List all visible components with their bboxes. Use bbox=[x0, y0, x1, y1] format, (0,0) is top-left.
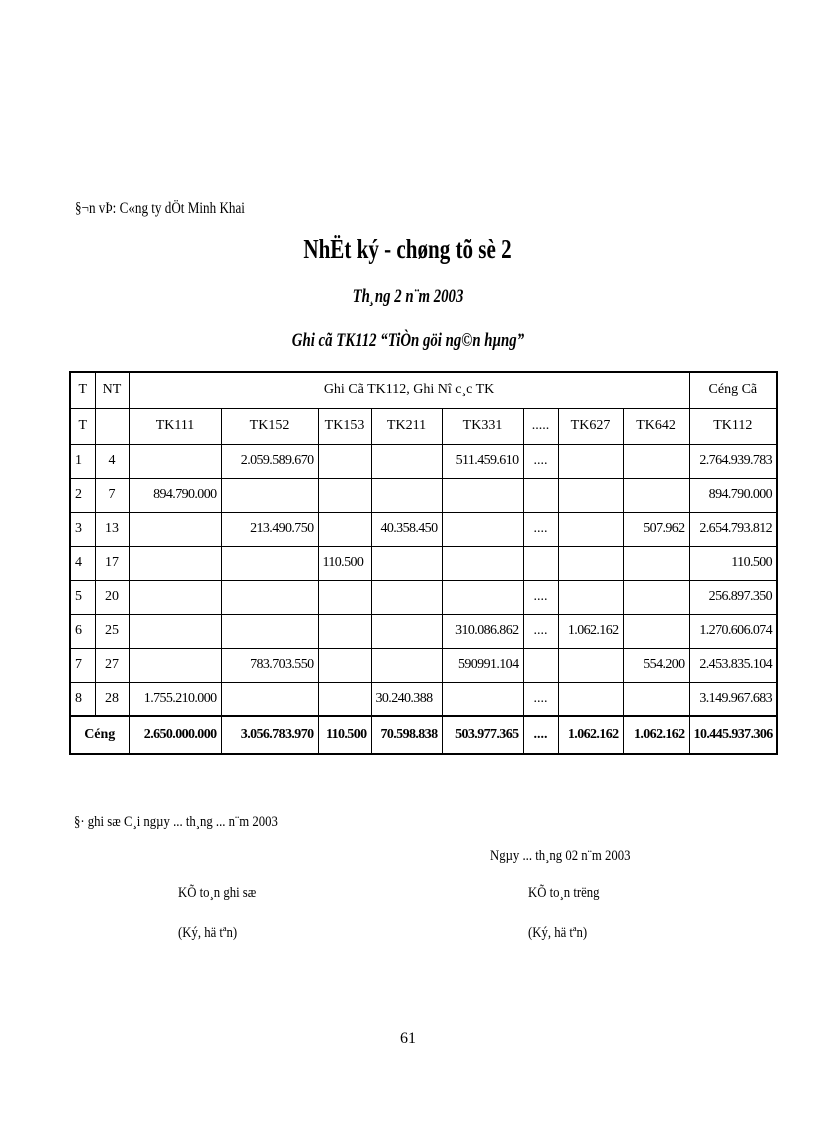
total-dots: .... bbox=[523, 716, 558, 754]
cell-tk152: 213.490.750 bbox=[221, 512, 318, 546]
cell-tk152 bbox=[221, 546, 318, 580]
cell-tk111 bbox=[129, 614, 221, 648]
cell-tk627 bbox=[558, 580, 623, 614]
cell-tt: 8 bbox=[70, 682, 95, 716]
header-nt-empty bbox=[95, 408, 129, 444]
document-title bbox=[0, 234, 816, 265]
cell-tt: 2 bbox=[70, 478, 95, 512]
cell-tk211 bbox=[371, 648, 442, 682]
cell-tk211: 30.240.388 bbox=[371, 682, 442, 716]
cell-nt: 25 bbox=[95, 614, 129, 648]
header-col-tk152: TK152 bbox=[221, 408, 318, 444]
cell-tk642 bbox=[623, 478, 689, 512]
account-subtitle-text: Ghi cã TK112 “TiÒn göi ng©n hµng” bbox=[291, 330, 525, 351]
account-subtitle bbox=[0, 330, 816, 352]
totals-row bbox=[70, 716, 777, 754]
header-col-tk111: TK111 bbox=[129, 408, 221, 444]
cell-total: 256.897.350 bbox=[689, 580, 777, 614]
total-tk211: 70.598.838 bbox=[371, 716, 442, 754]
total-tk627: 1.062.162 bbox=[558, 716, 623, 754]
cell-tk111: 1.755.210.000 bbox=[129, 682, 221, 716]
header-total-top: Céng Cã bbox=[689, 372, 777, 408]
cell-tk152: 2.059.589.670 bbox=[221, 444, 318, 478]
cell-tk153 bbox=[318, 614, 371, 648]
journal-table bbox=[69, 371, 778, 755]
header-nt: NT bbox=[95, 372, 129, 408]
cell-tk211 bbox=[371, 444, 442, 478]
header-total-bottom: TK112 bbox=[689, 408, 777, 444]
cell-nt: 17 bbox=[95, 546, 129, 580]
cell-tk152 bbox=[221, 614, 318, 648]
cell-dots bbox=[523, 478, 558, 512]
ledger-note: §· ghi sæ C¸i ngµy ... th¸ng ... n¨m 2003 bbox=[74, 814, 278, 830]
cell-tk152: 783.703.550 bbox=[221, 648, 318, 682]
cell-tk153 bbox=[318, 648, 371, 682]
cell-tk627 bbox=[558, 648, 623, 682]
cell-dots: .... bbox=[523, 444, 558, 478]
table-row bbox=[70, 580, 777, 614]
cell-tt: 5 bbox=[70, 580, 95, 614]
cell-tk211 bbox=[371, 614, 442, 648]
cell-nt: 7 bbox=[95, 478, 129, 512]
right-signature-hint: (Ký, hä tªn) bbox=[528, 925, 588, 941]
cell-dots bbox=[523, 546, 558, 580]
unit-name: §¬n vÞ: C«ng ty dÖt Minh Khai bbox=[75, 200, 245, 217]
table-row bbox=[70, 614, 777, 648]
cell-nt: 28 bbox=[95, 682, 129, 716]
cell-tk331: 310.086.862 bbox=[442, 614, 523, 648]
cell-tk211 bbox=[371, 546, 442, 580]
cell-tk642 bbox=[623, 614, 689, 648]
cell-total: 2.764.939.783 bbox=[689, 444, 777, 478]
cell-total: 894.790.000 bbox=[689, 478, 777, 512]
cell-dots bbox=[523, 648, 558, 682]
cell-tk111 bbox=[129, 648, 221, 682]
cell-tk331 bbox=[442, 512, 523, 546]
cell-tk152 bbox=[221, 478, 318, 512]
header-col-tk211: TK211 bbox=[371, 408, 442, 444]
table-header-row-1 bbox=[70, 372, 777, 408]
cell-tk211 bbox=[371, 580, 442, 614]
table-row bbox=[70, 546, 777, 580]
header-col-tk627: TK627 bbox=[558, 408, 623, 444]
cell-tk642 bbox=[623, 546, 689, 580]
cell-dots: .... bbox=[523, 614, 558, 648]
header-group-label: Ghi Cã TK112, Ghi Nî c¸c TK bbox=[129, 372, 689, 408]
total-tk642: 1.062.162 bbox=[623, 716, 689, 754]
cell-total: 1.270.606.074 bbox=[689, 614, 777, 648]
cell-tk627: 1.062.162 bbox=[558, 614, 623, 648]
cell-nt: 13 bbox=[95, 512, 129, 546]
table-row bbox=[70, 444, 777, 478]
cell-total: 110.500 bbox=[689, 546, 777, 580]
table-row bbox=[70, 682, 777, 716]
cell-tk642 bbox=[623, 444, 689, 478]
cell-tk331: 590991.104 bbox=[442, 648, 523, 682]
cell-total: 2.654.793.812 bbox=[689, 512, 777, 546]
cell-nt: 27 bbox=[95, 648, 129, 682]
total-tk331: 503.977.365 bbox=[442, 716, 523, 754]
cell-tk111: 894.790.000 bbox=[129, 478, 221, 512]
cell-total: 2.453.835.104 bbox=[689, 648, 777, 682]
table-header-row-2 bbox=[70, 408, 777, 444]
cell-tk152 bbox=[221, 580, 318, 614]
total-tk111: 2.650.000.000 bbox=[129, 716, 221, 754]
cell-tk331 bbox=[442, 580, 523, 614]
cell-tk111 bbox=[129, 444, 221, 478]
cell-tk627 bbox=[558, 478, 623, 512]
cell-tk331 bbox=[442, 546, 523, 580]
cell-tk153 bbox=[318, 512, 371, 546]
cell-tk111 bbox=[129, 546, 221, 580]
total-tk152: 3.056.783.970 bbox=[221, 716, 318, 754]
total-grand: 10.445.937.306 bbox=[689, 716, 777, 754]
table-row bbox=[70, 512, 777, 546]
cell-tk642 bbox=[623, 580, 689, 614]
header-tt-top: T bbox=[70, 372, 95, 408]
cell-tt: 3 bbox=[70, 512, 95, 546]
right-signature-title: KÕ to¸n trëng bbox=[528, 885, 600, 901]
header-col-dots: ..... bbox=[523, 408, 558, 444]
cell-tk642: 507.962 bbox=[623, 512, 689, 546]
cell-tt: 7 bbox=[70, 648, 95, 682]
cell-tt: 6 bbox=[70, 614, 95, 648]
cell-tk642 bbox=[623, 682, 689, 716]
cell-dots: .... bbox=[523, 512, 558, 546]
cell-tk211: 40.358.450 bbox=[371, 512, 442, 546]
cell-tk153 bbox=[318, 478, 371, 512]
totals-label: Céng bbox=[70, 716, 129, 754]
table-row bbox=[70, 648, 777, 682]
cell-tk153 bbox=[318, 580, 371, 614]
cell-tk331 bbox=[442, 478, 523, 512]
header-col-tk331: TK331 bbox=[442, 408, 523, 444]
cell-tk642: 554.200 bbox=[623, 648, 689, 682]
cell-total: 3.149.967.683 bbox=[689, 682, 777, 716]
cell-dots: .... bbox=[523, 682, 558, 716]
cell-tk627 bbox=[558, 546, 623, 580]
header-tt-bottom: T bbox=[70, 408, 95, 444]
cell-tt: 4 bbox=[70, 546, 95, 580]
cell-tk152 bbox=[221, 682, 318, 716]
cell-nt: 4 bbox=[95, 444, 129, 478]
period-heading-text: Th¸ng 2 n¨m 2003 bbox=[352, 286, 464, 307]
cell-tk331 bbox=[442, 682, 523, 716]
cell-nt: 20 bbox=[95, 580, 129, 614]
cell-tk153: 110.500 bbox=[318, 546, 371, 580]
total-tk153: 110.500 bbox=[318, 716, 371, 754]
header-col-tk153: TK153 bbox=[318, 408, 371, 444]
cell-tk111 bbox=[129, 512, 221, 546]
cell-tk111 bbox=[129, 580, 221, 614]
page-number: 61 bbox=[400, 1030, 416, 1047]
document-title-text: NhËt ký - chøng tõ sè 2 bbox=[303, 234, 513, 264]
cell-tk211 bbox=[371, 478, 442, 512]
left-signature-hint: (Ký, hä tªn) bbox=[178, 925, 238, 941]
cell-tk153 bbox=[318, 682, 371, 716]
left-signature-title: KÕ to¸n ghi sæ bbox=[178, 885, 257, 901]
cell-tk153 bbox=[318, 444, 371, 478]
cell-tt: 1 bbox=[70, 444, 95, 478]
cell-tk627 bbox=[558, 512, 623, 546]
period-heading bbox=[0, 286, 816, 308]
cell-dots: .... bbox=[523, 580, 558, 614]
signature-date: Ngµy ... th¸ng 02 n¨m 2003 bbox=[490, 848, 631, 864]
table-row bbox=[70, 478, 777, 512]
cell-tk331: 511.459.610 bbox=[442, 444, 523, 478]
cell-tk627 bbox=[558, 444, 623, 478]
cell-tk627 bbox=[558, 682, 623, 716]
header-col-tk642: TK642 bbox=[623, 408, 689, 444]
